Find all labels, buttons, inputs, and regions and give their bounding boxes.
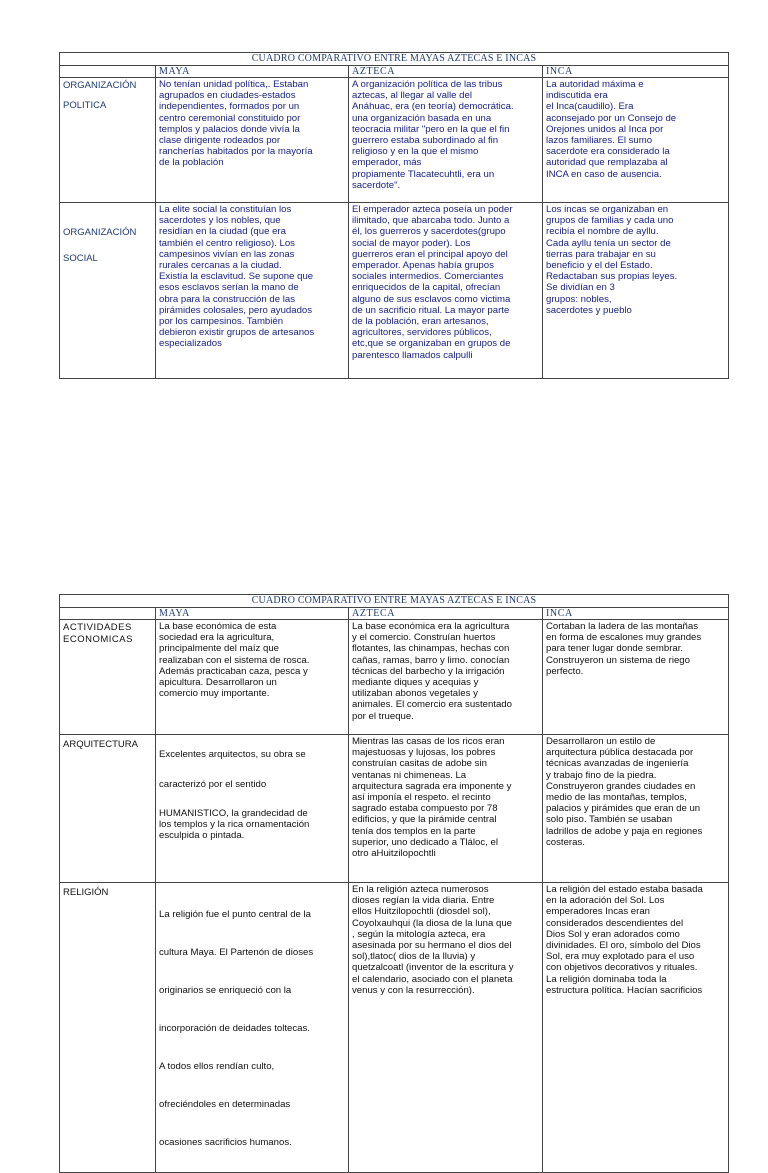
cell-azteca-arquitectura: Mientras las casas de los ricos eran majestuosas y lujosas, los pobres construían casitas de adobe sin ventanas ni chimeneas. La arquitectura sagrada era imponente y así imponía el respeto. el recinto sagrado estaba compuesto por 78 edificios, y que la pirámide central tenía dos templos en la parte superior, uno dedicado a Tláloc, el otro aHuitzilopochtli	[349, 735, 543, 883]
header-azteca: AZTECA	[349, 66, 543, 78]
row-label-actividades-economicas: ACTIVIDADES ECONOMICAS	[60, 620, 156, 735]
cell-maya-arquitectura: Excelentes arquitectos, su obra se caracterizó por el sentido HUMANISTICO, la grandecidad de los templos y la rica ornamentación esculpida o pintada.	[156, 735, 349, 883]
cell-azteca-religion: En la religión azteca numerosos dioses regían la vida diaria. Entre ellos Huitzilopochtli (diosdel sol), Coyolxauhqui (la diosa de la luna que , según la mitología azteca, era asesinada por su hermano el dios del sol),tlatoc( dios de la lluvia) y quetzalcoatl (inventor de la escritura y el calendario, asociado con el planeta venus y con la resurrección).	[349, 883, 543, 1173]
comparison-table-1	[59, 52, 729, 379]
row-label-organizacion-politica: ORGANIZACIÓN POLITICA	[60, 78, 156, 203]
header-azteca: AZTECA	[349, 608, 543, 620]
table-title: CUADRO COMPARATIVO ENTRE MAYAS AZTECAS E INCAS	[60, 595, 729, 608]
cell-inca-politica: La autoridad máxima e indiscutida era el Inca(caudillo). Era aconsejado por un Consejo de Orejones unidos al Inca por lazos familiares. El sumo sacerdote era considerado la autoridad que remplazaba al INCA en caso de ausencia.	[543, 78, 729, 203]
cell-maya-economia: La base económica de esta sociedad era la agricultura, principalmente del maíz que realizaban con el sistema de rosca. Además practicaban caza, pesca y apicultura. Desarrollaron un comercio muy importante.	[156, 620, 349, 735]
cell-azteca-social: El emperador azteca poseía un poder ilimitado, que abarcaba todo. Junto a él, los guerreros y sacerdotes(grupo social de mayor poder). Los guerreros eran el principal apoyo del emperador. Apenas había grupos sociales intermedios. Comerciantes enriquecidos de la capital, ofrecían alguno de sus esclavos como victima de un sacrificio ritual. La mayor parte de la población, eran artesanos, agricultores, servidores públicos, etc,que se organizaban en grupos de parentesco llamados calpulli	[349, 203, 543, 379]
cell-inca-economia: Cortaban la ladera de las montañas en forma de escalones muy grandes para tener lugar donde sembrar. Construyeron un sistema de riego perfecto.	[543, 620, 729, 735]
cell-maya-social: La elite social la constituían los sacerdotes y los nobles, que residían en la ciudad (que era también el centro religioso). Los campesinos vivían en las zonas rurales cercanas a la ciudad. Existía la esclavitud. Se supone que esos esclavos serían la mano de obra para la construcción de las pirámides colosales, pero ayudados por los campesinos. También debieron existir grupos de artesanos especializados	[156, 203, 349, 379]
row-label-religion: RELIGIÓN	[60, 883, 156, 1173]
cell-inca-religion: La religión del estado estaba basada en la adoración del Sol. Los emperadores Incas eran considerados descendientes del Dios Sol y eran adorados como divinidades. El oro, símbolo del Dios Sol, era muy explotado para el uso con objetivos decorativos y rituales. La religión dominaba toda la estructura política. Hacían sacrificios	[543, 883, 729, 1173]
header-inca: INCA	[543, 608, 729, 620]
cell-azteca-economia: La base económica era la agricultura y el comercio. Construían huertos flotantes, las chinampas, hechas con cañas, ramas, barro y limo. conocían técnicas del barbecho y la irrigación mediante diques y acequias y utilizaban abonos vegetales y animales. El comercio era sustentado por el trueque.	[349, 620, 543, 735]
header-maya: MAYA	[156, 608, 349, 620]
cell-inca-arquitectura: Desarrollaron un estilo de arquitectura pública destacada por técnicas avanzadas de ingeniería y trabajo fino de la piedra. Construyeron grandes ciudades en medio de las montañas, templos, palacios y pirámides que eran de un solo piso. También se usaban ladrillos de adobe y paja en regiones costeras.	[543, 735, 729, 883]
row-label-arquitectura: ARQUITECTURA	[60, 735, 156, 883]
cell-maya-politica: No tenían unidad política,. Estaban agrupados en ciudades-estados independientes, formados por un centro ceremonial constituido por templos y palacios donde vivía la clase dirigente rodeados por rancherías habitados por la mayoría de la población	[156, 78, 349, 203]
row-label-organizacion-social: ORGANIZACIÓN SOCIAL	[60, 203, 156, 379]
table-title: CUADRO COMPARATIVO ENTRE MAYAS AZTECAS E INCAS	[60, 53, 729, 66]
cell-azteca-politica: A organización política de las tribus aztecas, al llegar al valle del Anáhuac, era (en teoría) democrática. una organización basada en una teocracia militar "pero en la que el fin guerrero estaba subordinado al fin religioso y en la que el mismo emperador, más propiamente Tlacatecuhtli, era un sacerdote".	[349, 78, 543, 203]
cell-maya-religion: La religión fue el punto central de la cultura Maya. El Partenón de dioses originarios se enriqueció con la incorporación de deidades toltecas. A todos ellos rendían culto, ofreciéndoles en determinadas ocasiones sacrificios humanos.	[156, 883, 349, 1173]
header-maya: MAYA	[156, 66, 349, 78]
comparison-table-2	[59, 594, 729, 1173]
header-inca: INCA	[543, 66, 729, 78]
cell-inca-social: Los incas se organizaban en grupos de familias y cada uno recibía el nombre de ayllu. Cada ayllu tenía un sector de tierras para trabajar en su beneficio y el del Estado. Redactaban sus propias leyes. Se dividían en 3 grupos: nobles, sacerdotes y pueblo	[543, 203, 729, 379]
